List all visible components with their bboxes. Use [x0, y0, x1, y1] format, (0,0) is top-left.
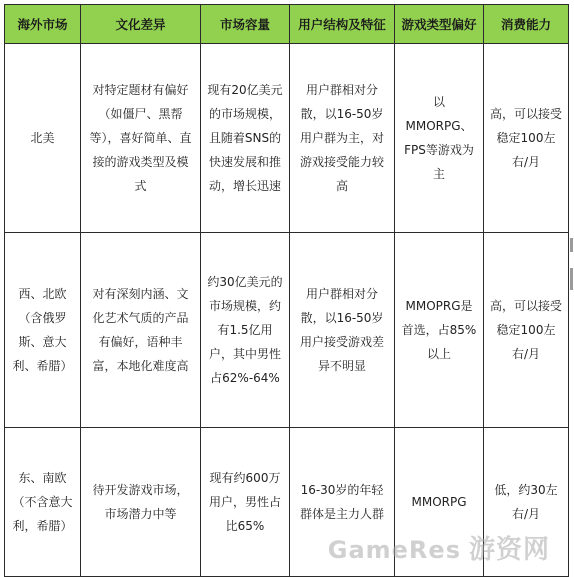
overseas-market-table — [4, 4, 569, 577]
table-row — [5, 233, 569, 428]
header-user-structure: 用户结构及特征 — [290, 5, 395, 44]
table-row — [5, 44, 569, 233]
cell-capacity: 现有20亿美元的市场规模，且随着SNS的快速发展和推动，增长迅速 — [201, 44, 290, 233]
cell-capacity: 现有约600万用户，男性占比65% — [201, 428, 290, 577]
header-market-capacity: 市场容量 — [201, 5, 290, 44]
cell-genre: MMORPG — [395, 428, 484, 577]
watermark-text-cn: 游资网 — [468, 535, 550, 565]
scrollbar-marker — [570, 268, 573, 290]
scrollbar-marker — [570, 238, 573, 252]
header-spending-power: 消费能力 — [484, 5, 569, 44]
cell-users: 16-30岁的年轻群体是主力人群 — [290, 428, 395, 577]
cell-spending: 高，可以接受稳定100左右/月 — [484, 233, 569, 428]
watermark — [328, 529, 550, 566]
cell-users: 用户群相对分散，以16-50岁用户群为主，对游戏接受能力较高 — [290, 44, 395, 233]
cell-spending: 低，约30左右/月 — [484, 428, 569, 577]
cell-capacity: 约30亿美元的市场规模，约有1.5亿用户，其中男性占62%-64% — [201, 233, 290, 428]
watermark-text-en: GameRes — [327, 536, 461, 564]
cell-culture: 对特定题材有偏好（如僵尸、黑帮等），喜好简单、直接的游戏类型及模式 — [81, 44, 201, 233]
header-genre-preference: 游戏类型偏好 — [395, 5, 484, 44]
cell-culture: 对有深刻内涵、文化艺术气质的产品有偏好，语种丰富，本地化难度高 — [81, 233, 201, 428]
cell-users: 用户群相对分散，以16-50岁用户接受游戏差异不明显 — [290, 233, 395, 428]
cell-culture: 待开发游戏市场，市场潜力中等 — [81, 428, 201, 577]
cell-region: 西、北欧（含俄罗斯、意大利、希腊） — [5, 233, 81, 428]
cell-region: 东、南欧（不含意大利，希腊） — [5, 428, 81, 577]
header-overseas-market: 海外市场 — [5, 5, 81, 44]
cell-spending: 高，可以接受稳定100左右/月 — [484, 44, 569, 233]
cell-region: 北美 — [5, 44, 81, 233]
cell-genre: MMOPRG是首选，占85%以上 — [395, 233, 484, 428]
table-header-row — [5, 5, 569, 44]
header-culture-difference: 文化差异 — [81, 5, 201, 44]
market-table-container — [4, 4, 569, 577]
cell-genre: 以MMORPG、FPS等游戏为主 — [395, 44, 484, 233]
